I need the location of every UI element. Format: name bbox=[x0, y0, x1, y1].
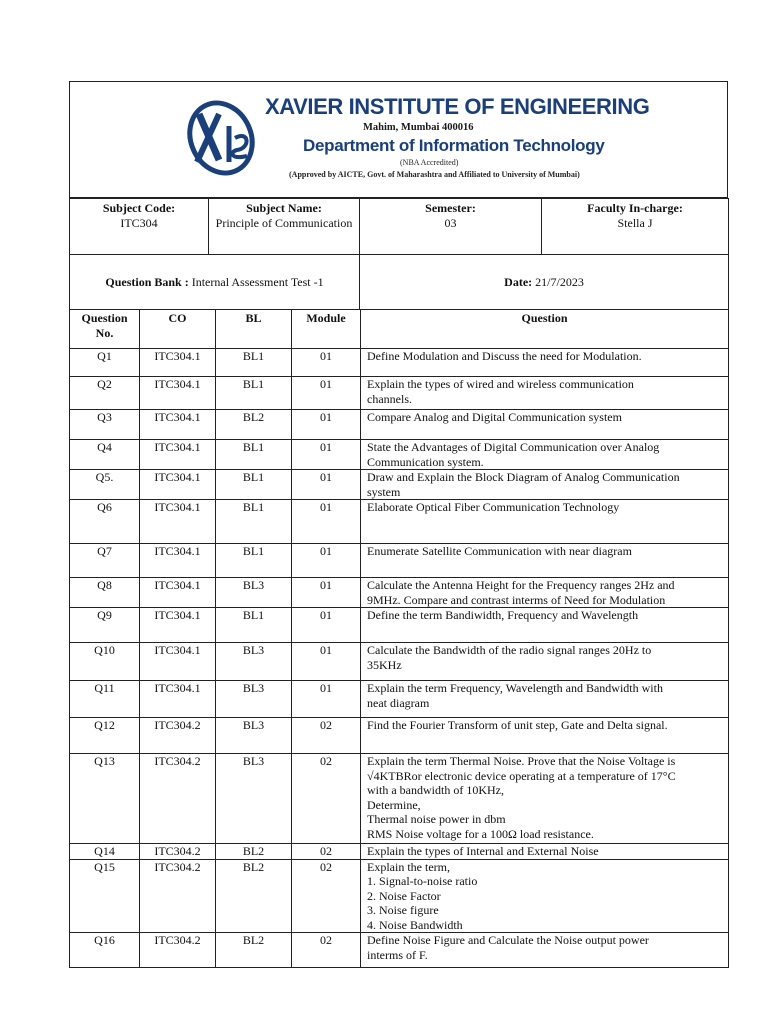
question-row bbox=[70, 933, 729, 968]
co-cell: ITC304.1 bbox=[140, 410, 216, 440]
question-row bbox=[70, 349, 729, 377]
question-row bbox=[70, 718, 729, 754]
question-text-line: Explain the term Thermal Noise. Prove that the Noise Voltage is bbox=[367, 754, 676, 768]
question-text-line: 35KHz bbox=[367, 657, 402, 672]
bl-cell: BL2 bbox=[216, 844, 292, 860]
header-question: Question bbox=[361, 310, 729, 349]
module-cell: 02 bbox=[292, 754, 361, 844]
institute-header bbox=[69, 81, 728, 198]
faculty-label: Faculty In-charge: bbox=[587, 201, 683, 215]
question-row bbox=[70, 608, 729, 643]
institute-logo-block bbox=[185, 90, 650, 190]
co-cell: ITC304.2 bbox=[140, 754, 216, 844]
question-text-cell bbox=[361, 470, 729, 500]
subject-info-table bbox=[69, 198, 729, 255]
question-text-line: Explain the types of Internal and External Noise bbox=[367, 844, 599, 858]
question-row bbox=[70, 500, 729, 544]
bl-cell: BL3 bbox=[216, 718, 292, 754]
accreditation-note: (NBA Accredited) bbox=[400, 158, 459, 167]
question-bank-label: Question Bank : bbox=[105, 274, 189, 289]
bl-cell: BL1 bbox=[216, 470, 292, 500]
co-cell: ITC304.1 bbox=[140, 608, 216, 643]
subject-code-cell bbox=[70, 199, 209, 255]
module-cell: 01 bbox=[292, 578, 361, 608]
question-text-line: interms of F. bbox=[367, 947, 428, 962]
faculty-value: Stella J bbox=[617, 216, 653, 230]
bl-cell: BL1 bbox=[216, 544, 292, 578]
question-text-line: Thermal noise power in dbm bbox=[367, 812, 506, 826]
question-no-cell: Q2 bbox=[70, 377, 140, 410]
question-no-cell: Q12 bbox=[70, 718, 140, 754]
bl-cell: BL1 bbox=[216, 608, 292, 643]
question-text-cell bbox=[361, 500, 729, 544]
question-text-cell bbox=[361, 410, 729, 440]
question-text-line: Elaborate Optical Fiber Communication Technology bbox=[367, 500, 620, 514]
question-row bbox=[70, 643, 729, 681]
module-cell: 01 bbox=[292, 349, 361, 377]
question-row bbox=[70, 754, 729, 844]
question-text-line: Draw and Explain the Block Diagram of Analog Communication bbox=[367, 470, 680, 484]
question-row bbox=[70, 470, 729, 500]
question-text-line: Communication system. bbox=[367, 454, 484, 469]
approval-note: (Approved by AICTE, Govt. of Maharashtra and Affiliated to University of Mumbai) bbox=[289, 170, 580, 179]
question-text-line: Define the term Bandiwidth, Frequency and Wavelength bbox=[367, 608, 639, 622]
question-no-cell: Q16 bbox=[70, 933, 140, 968]
question-text-line: Explain the types of wired and wireless communication bbox=[367, 377, 634, 391]
question-text-line: 9MHz. Compare and contrast interms of Need for Modulation bbox=[367, 592, 666, 607]
co-cell: ITC304.1 bbox=[140, 643, 216, 681]
date-value: 21/7/2023 bbox=[535, 274, 584, 289]
question-text-line: Find the Fourier Transform of unit step, Gate and Delta signal. bbox=[367, 718, 668, 732]
module-cell: 01 bbox=[292, 440, 361, 470]
question-row bbox=[70, 859, 729, 933]
header-bl: BL bbox=[216, 310, 292, 349]
question-text-cell bbox=[361, 578, 729, 608]
question-row bbox=[70, 377, 729, 410]
question-text-line: Calculate the Bandwidth of the radio signal ranges 20Hz to bbox=[367, 643, 652, 657]
question-bank-document bbox=[69, 81, 728, 972]
date-label: Date: bbox=[504, 274, 533, 289]
question-bank-cell bbox=[70, 255, 360, 310]
module-cell: 01 bbox=[292, 377, 361, 410]
question-text-line: system bbox=[367, 484, 401, 499]
question-no-cell: Q9 bbox=[70, 608, 140, 643]
semester-cell bbox=[360, 199, 542, 255]
question-text-line: 1. Signal-to-noise ratio bbox=[367, 874, 478, 888]
subject-code-label: Subject Code: bbox=[102, 201, 176, 215]
co-cell: ITC304.1 bbox=[140, 377, 216, 410]
module-cell: 02 bbox=[292, 844, 361, 860]
xie-logo-icon bbox=[185, 96, 257, 178]
bl-cell: BL3 bbox=[216, 754, 292, 844]
question-text-line: 2. Noise Factor bbox=[367, 888, 441, 903]
co-cell: ITC304.1 bbox=[140, 544, 216, 578]
co-cell: ITC304.2 bbox=[140, 859, 216, 933]
question-text-cell bbox=[361, 608, 729, 643]
bl-cell: BL2 bbox=[216, 859, 292, 933]
subject-name-label: Subject Name: bbox=[246, 201, 322, 215]
question-no-cell: Q7 bbox=[70, 544, 140, 578]
question-text-line: neat diagram bbox=[367, 695, 430, 710]
question-text-cell bbox=[361, 440, 729, 470]
header-question-no: Question No. bbox=[70, 310, 140, 349]
bl-cell: BL3 bbox=[216, 643, 292, 681]
question-text-line: Determine, bbox=[367, 797, 421, 812]
question-text-cell bbox=[361, 349, 729, 377]
question-text-cell bbox=[361, 718, 729, 754]
question-text-line: RMS Noise voltage for a 100Ω load resistance. bbox=[367, 826, 594, 841]
bl-cell: BL1 bbox=[216, 500, 292, 544]
co-cell: ITC304.1 bbox=[140, 578, 216, 608]
bl-cell: BL1 bbox=[216, 440, 292, 470]
co-cell: ITC304.2 bbox=[140, 933, 216, 968]
question-bank-value: Internal Assessment Test -1 bbox=[191, 274, 324, 289]
co-cell: ITC304.2 bbox=[140, 844, 216, 860]
question-text-cell bbox=[361, 844, 729, 860]
institute-address: Mahim, Mumbai 400016 bbox=[363, 122, 474, 133]
question-text-line: 3. Noise figure bbox=[367, 903, 439, 917]
questions-table bbox=[69, 309, 729, 968]
question-text-cell bbox=[361, 643, 729, 681]
question-no-cell: Q1 bbox=[70, 349, 140, 377]
question-row bbox=[70, 410, 729, 440]
subject-name-cell bbox=[209, 199, 360, 255]
question-no-cell: Q4 bbox=[70, 440, 140, 470]
co-cell: ITC304.1 bbox=[140, 440, 216, 470]
module-cell: 01 bbox=[292, 410, 361, 440]
question-text-cell bbox=[361, 544, 729, 578]
question-text-cell bbox=[361, 754, 729, 844]
question-text-line: √4KTBRor electronic device operating at a temperature of 17°C bbox=[367, 768, 676, 783]
module-cell: 01 bbox=[292, 500, 361, 544]
question-no-cell: Q6 bbox=[70, 500, 140, 544]
bl-cell: BL2 bbox=[216, 933, 292, 968]
question-text-line: 4. Noise Bandwidth bbox=[367, 917, 463, 932]
co-cell: ITC304.1 bbox=[140, 681, 216, 718]
module-cell: 02 bbox=[292, 933, 361, 968]
module-cell: 01 bbox=[292, 608, 361, 643]
subject-name-value: Principle of Communication bbox=[215, 216, 353, 230]
module-cell: 02 bbox=[292, 718, 361, 754]
module-cell: 01 bbox=[292, 643, 361, 681]
question-text-line: Define Noise Figure and Calculate the Noise output power bbox=[367, 933, 649, 947]
institute-name: XAVIER INSTITUTE OF ENGINEERING bbox=[265, 94, 650, 119]
module-cell: 02 bbox=[292, 859, 361, 933]
bl-cell: BL1 bbox=[216, 377, 292, 410]
question-row bbox=[70, 440, 729, 470]
department-name: Department of Information Technology bbox=[303, 136, 605, 155]
question-text-cell bbox=[361, 681, 729, 718]
subject-code-value: ITC304 bbox=[120, 216, 158, 230]
question-no-cell: Q14 bbox=[70, 844, 140, 860]
bl-cell: BL1 bbox=[216, 349, 292, 377]
question-no-cell: Q10 bbox=[70, 643, 140, 681]
question-text-line: Enumerate Satellite Communication with near diagram bbox=[367, 544, 632, 558]
bl-cell: BL2 bbox=[216, 410, 292, 440]
bl-cell: BL3 bbox=[216, 681, 292, 718]
question-row bbox=[70, 681, 729, 718]
co-cell: ITC304.1 bbox=[140, 349, 216, 377]
co-cell: ITC304.2 bbox=[140, 718, 216, 754]
question-text-line: channels. bbox=[367, 391, 412, 406]
questions-header-row bbox=[70, 310, 729, 349]
co-cell: ITC304.1 bbox=[140, 470, 216, 500]
header-co: CO bbox=[140, 310, 216, 349]
question-no-cell: Q3 bbox=[70, 410, 140, 440]
question-no-cell: Q8 bbox=[70, 578, 140, 608]
header-module: Module bbox=[292, 310, 361, 349]
question-text-cell bbox=[361, 859, 729, 933]
question-no-cell: Q11 bbox=[70, 681, 140, 718]
question-text-line: Explain the term Frequency, Wavelength and Bandwidth with bbox=[367, 681, 663, 695]
faculty-cell bbox=[542, 199, 729, 255]
semester-label: Semester: bbox=[425, 201, 476, 215]
question-no-cell: Q5. bbox=[70, 470, 140, 500]
question-text-line: Calculate the Antenna Height for the Frequency ranges 2Hz and bbox=[367, 578, 675, 592]
question-text-cell bbox=[361, 933, 729, 968]
question-text-line: with a bandwidth of 10KHz, bbox=[367, 783, 504, 797]
module-cell: 01 bbox=[292, 681, 361, 718]
date-cell bbox=[360, 255, 729, 310]
module-cell: 01 bbox=[292, 544, 361, 578]
co-cell: ITC304.1 bbox=[140, 500, 216, 544]
bl-cell: BL3 bbox=[216, 578, 292, 608]
question-no-cell: Q13 bbox=[70, 754, 140, 844]
question-no-cell: Q15 bbox=[70, 859, 140, 933]
question-text-line: Explain the term, bbox=[367, 859, 450, 874]
question-text-line: State the Advantages of Digital Communication over Analog bbox=[367, 440, 660, 454]
question-row bbox=[70, 578, 729, 608]
question-bank-row bbox=[69, 254, 729, 310]
question-text-line: Define Modulation and Discuss the need for Modulation. bbox=[367, 349, 642, 363]
question-text-cell bbox=[361, 377, 729, 410]
question-row bbox=[70, 544, 729, 578]
question-text-line: Compare Analog and Digital Communication system bbox=[367, 410, 622, 424]
module-cell: 01 bbox=[292, 470, 361, 500]
semester-value: 03 bbox=[444, 216, 457, 230]
question-row bbox=[70, 844, 729, 860]
